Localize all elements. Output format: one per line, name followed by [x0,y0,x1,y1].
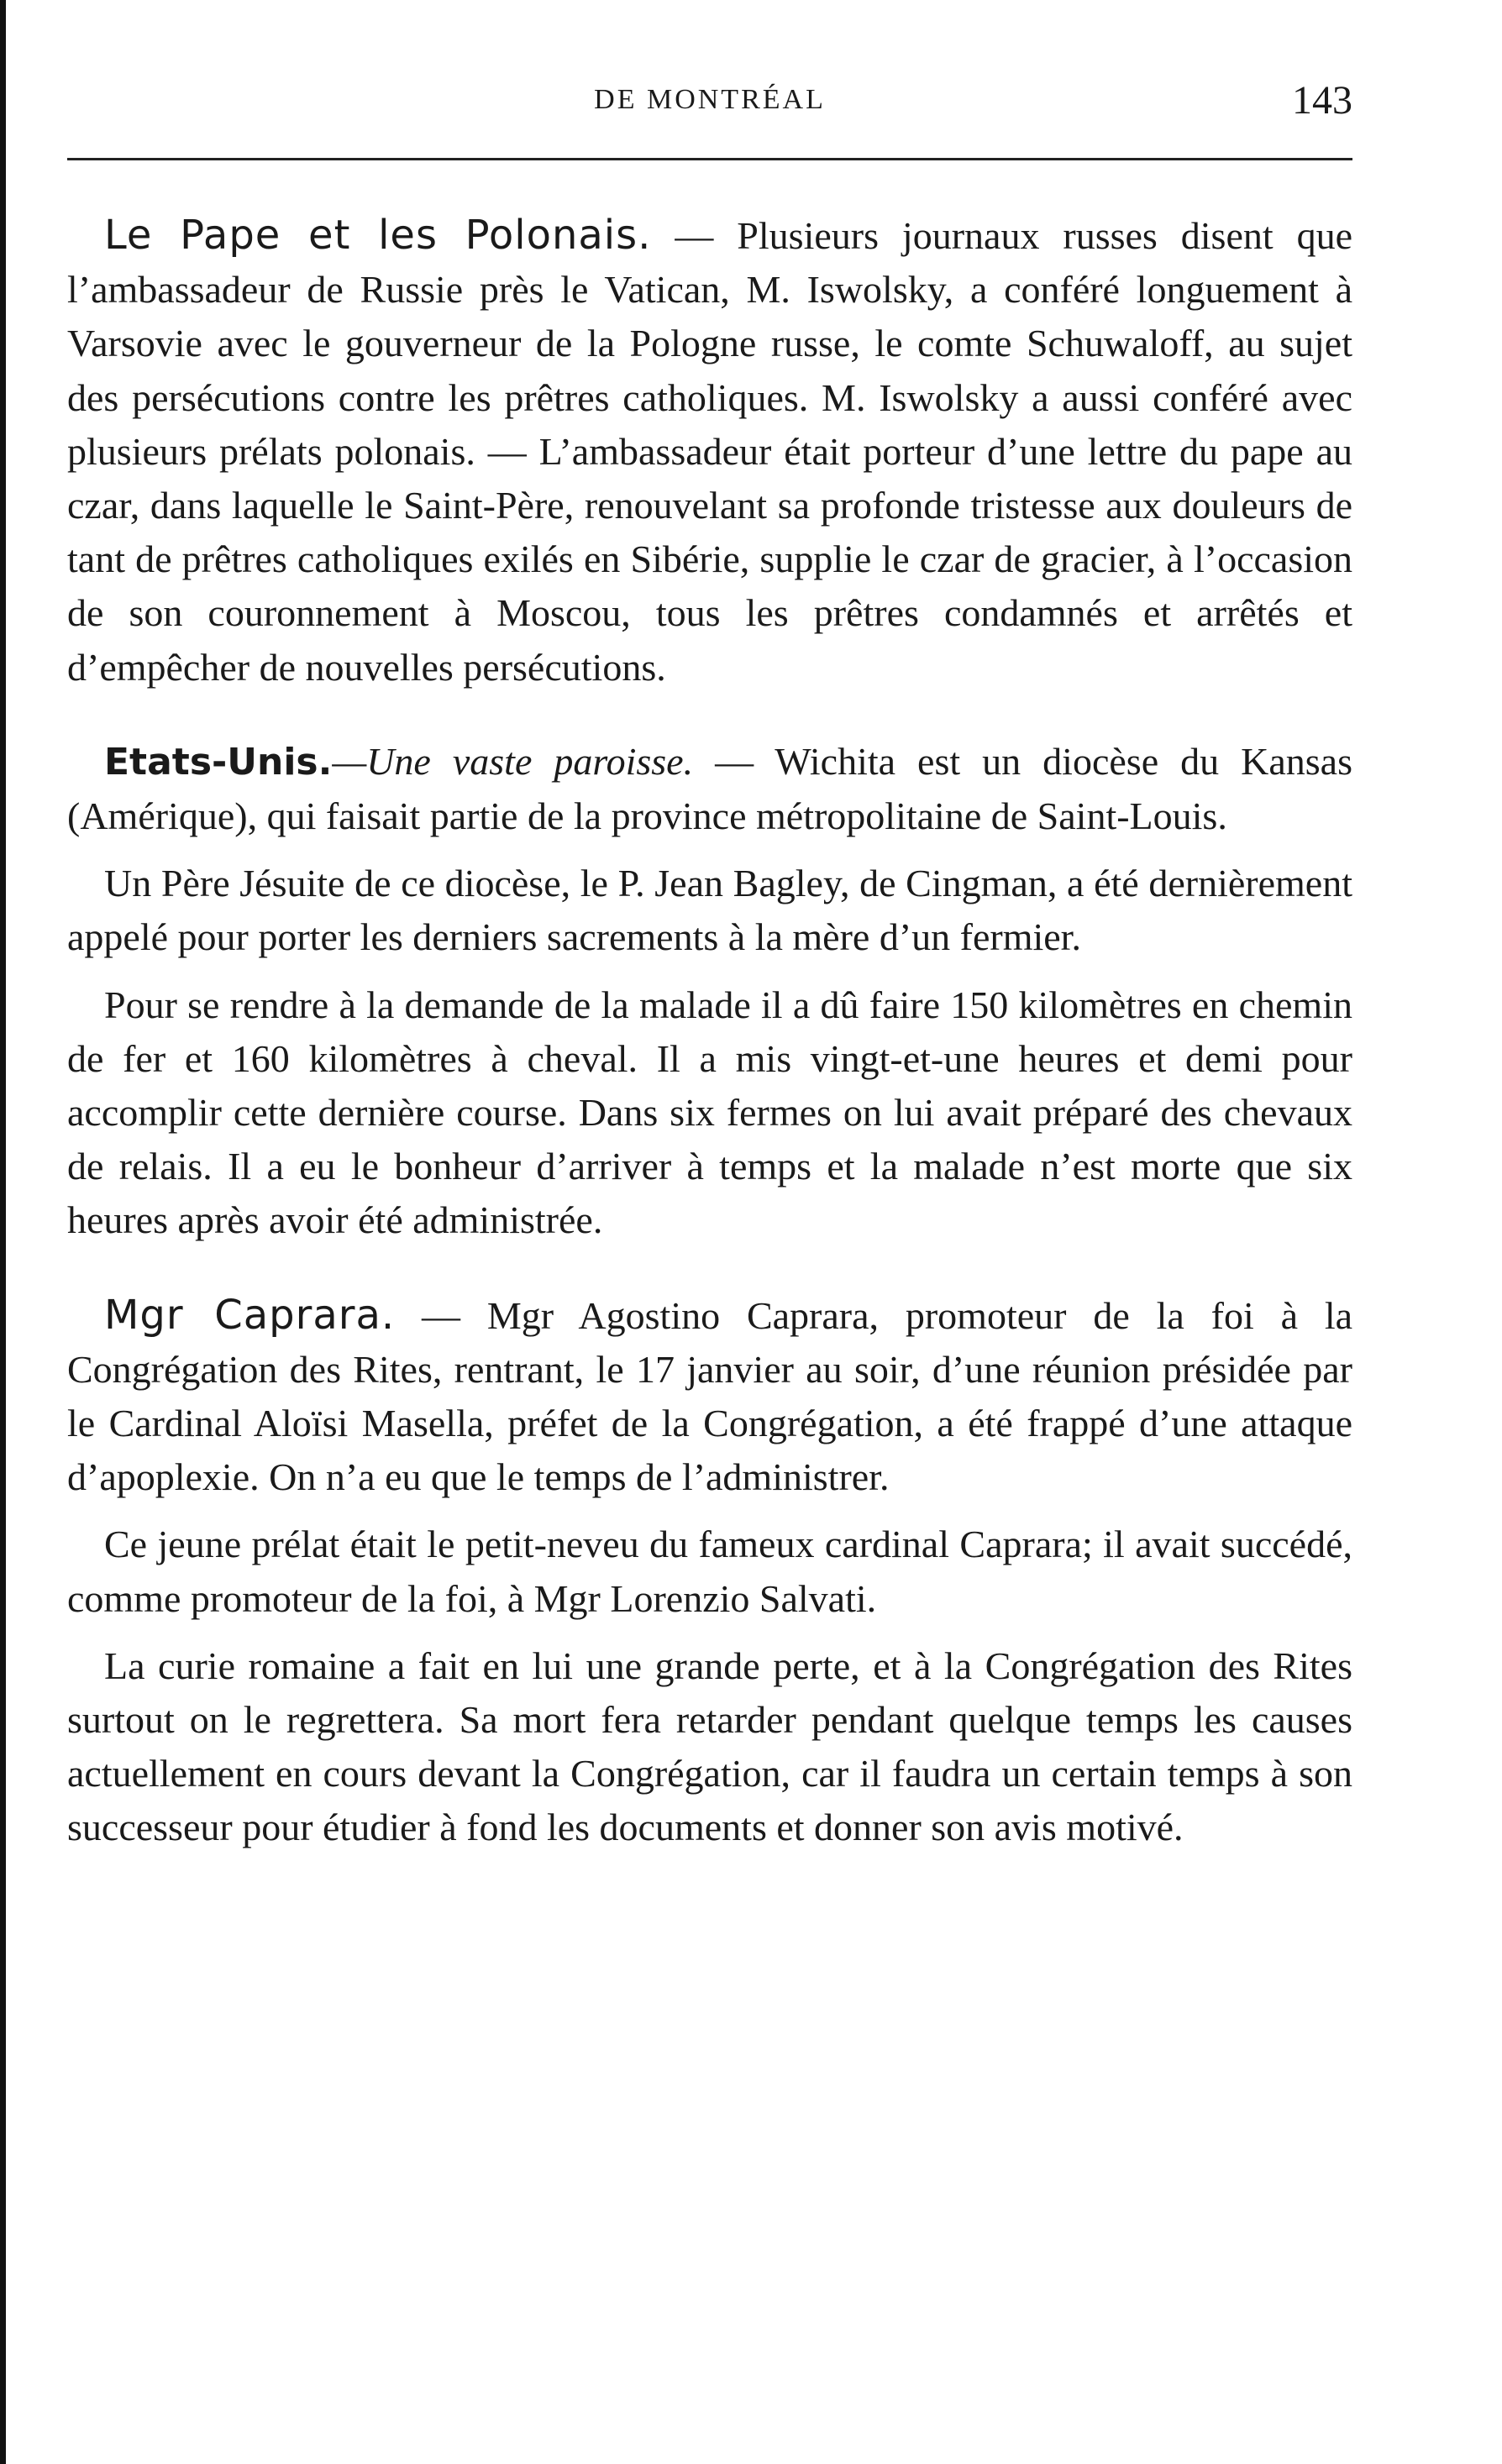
paragraph-text: — Mgr Agostino Caprara, promoteur de la foi à la Congrégation des Rites, rentrant, le 17 janvier au soir, d’une réunion présidée par le Cardinal Aloïsi Masella, préfet de la Congrégation, a été frappé d’une attaque d’apoplexie. On n’a eu que le temps de l’administrer. [67,1293,1353,1499]
paragraph-text: — Plusieurs journaux russes disent que l’ambassadeur de Russie près le Vatican, M. Iswolsky, a conféré longuement à Varsovie avec le gouverneur de la Pologne russe, le comte Schuwaloff, au sujet des persécutions contre les prêtres catholiques. M. Iswolsky a aussi conféré avec plusieurs prélats polonais. — L’ambassadeur était porteur d’une lettre du pape au czar, dans laquelle le Saint-Père, renouvelant sa profonde tristesse aux douleurs de tant de prêtres catholiques exilés en Sibérie, supplie le czar de gracier, à l’occasion de son couronnement à Moscou, tous les prêtres condamnés et arrêtés et d’empêcher de nouvelles persécutions. [67,214,1353,689]
page-edge-line [0,0,6,2464]
article-heading: Le Pape et les Polonais. [104,212,652,259]
article-mgr-caprara-paragraph [67,1288,1352,1505]
paragraph: La curie romaine a fait en lui une grande perte, et à la Congrégation des Rites surtout on le regrettera. Sa mort fera retarder pendant quelque temps les causes actuellement en cours devant la Congrégation, car il faudra un certain temps à son successeur pour étudier à fond les documents et donner son avis motivé. [67,1644,1352,1849]
paragraph: Pour se rendre à la demande de la malade il a dû faire 150 kilomètres en chemin de fer et 160 kilomètres à cheval. Il a mis vingt-et-une heures et demi pour accomplir cette dernière course. Dans six fermes on lui avait préparé des chevaux de relais. Il a eu le bonheur d’arriver à temps et la malade n’est morte que six heures après avoir été administrée. [67,983,1352,1242]
article-united-states-paragraph [67,735,1352,843]
article-heading: Etats-Unis. [104,740,333,784]
article-pope-poles-paragraph [67,208,1352,695]
running-title: DE MONTRÉAL [594,84,826,115]
header-rule [67,158,1352,160]
page-number: 143 [1292,78,1352,123]
article-heading: Mgr Caprara. [104,1291,396,1339]
paragraph-text: — Wichita est un diocèse du Kansas (Amérique), qui faisait partie de la province métropolitaine de Saint-Louis. [67,739,1352,838]
paragraph: Ce jeune prélat était le petit-neveu du fameux cardinal Caprara; il avait succédé, comme promoteur de la foi, à Mgr Lorenzio Salvati. [67,1523,1352,1620]
page-header [67,78,1352,134]
paragraph: Un Père Jésuite de ce diocèse, le P. Jean Bagley, de Cingman, a été dernièrement appelé pour porter les derniers sacrements à la mère d’un fermier. [67,862,1352,959]
page-body [67,208,1352,1855]
article-subheading: —Une vaste paroisse. [332,739,694,783]
